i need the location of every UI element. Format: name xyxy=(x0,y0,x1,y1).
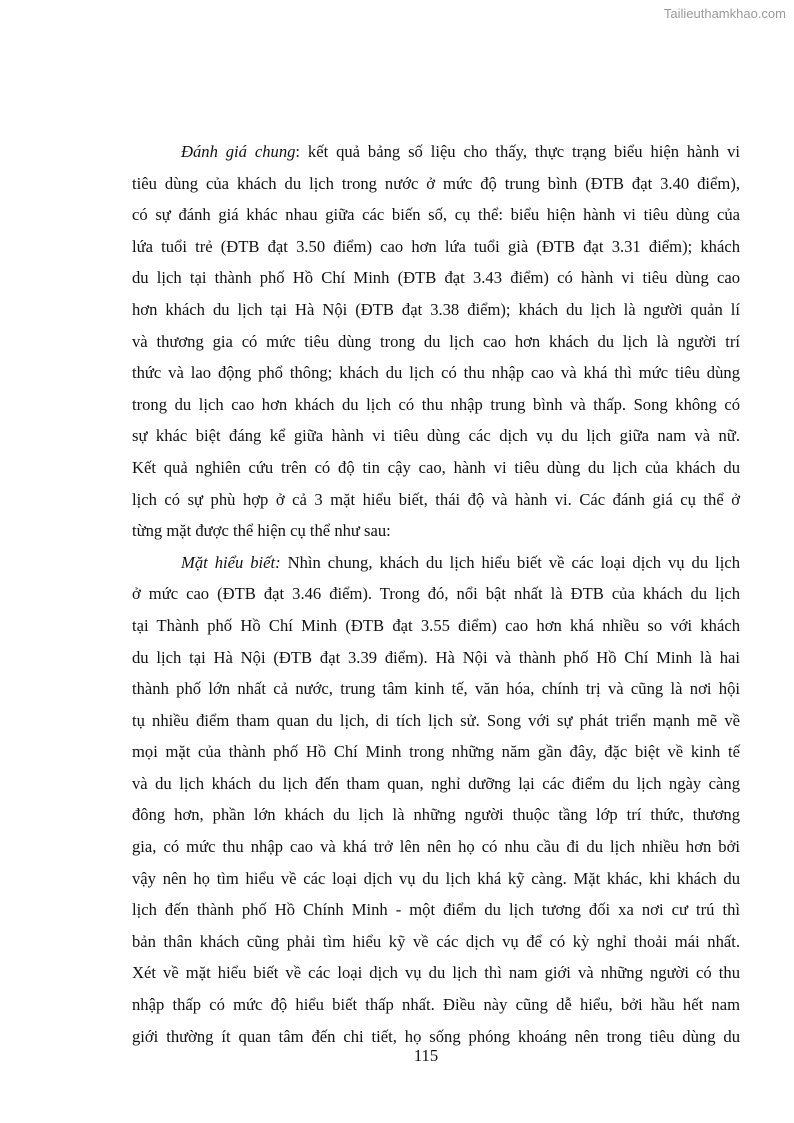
line-text: du lịch tại thành phố Hồ Chí Minh (ĐTB đạt 3.43 điểm) có hành vi tiêu dùng cao xyxy=(132,268,740,288)
line-text: tại Thành phố Hồ Chí Minh (ĐTB đạt 3.55 điểm) cao hơn khá nhiều so với khách xyxy=(132,615,740,635)
paragraph xyxy=(132,136,740,547)
line-text: thành phố lớn nhất cả nước, trung tâm kinh tế, văn hóa, chính trị và cũng là nơi hội xyxy=(132,679,740,699)
text-line xyxy=(132,768,740,800)
text-line xyxy=(132,231,740,263)
text-line xyxy=(132,642,740,674)
line-text: lịch đến thành phố Hồ Chính Minh - một điểm du lịch tương đối xa nơi cư trú thì xyxy=(132,900,740,920)
line-text: trong du lịch cao hơn khách du lịch có thu nhập trung bình và thấp. Song không có xyxy=(132,394,740,414)
line-text: gia, có mức thu nhập cao và khá trở lên nên họ có nhu cầu đi du lịch nhiều hơn bởi xyxy=(132,837,740,857)
line-text: nhập thấp có mức độ hiểu biết thấp nhất. Điều này cũng dễ hiểu, bởi hầu hết nam xyxy=(132,995,740,1015)
text-line xyxy=(132,863,740,895)
italic-lead: Đánh giá chung xyxy=(181,142,296,161)
text-line xyxy=(132,926,740,958)
text-line xyxy=(132,262,740,294)
line-text: Nhìn chung, khách du lịch hiểu biết về các loại dịch vụ du lịch xyxy=(280,552,740,572)
text-line xyxy=(132,831,740,863)
text-line xyxy=(132,989,740,1021)
line-text: Kết quả nghiên cứu trên có độ tin cậy cao, hành vi tiêu dùng du lịch của khách du xyxy=(132,457,740,477)
text-line xyxy=(132,673,740,705)
line-text: hơn khách du lịch tại Hà Nội (ĐTB đạt 3.38 điểm); khách du lịch là người quản lí xyxy=(132,299,740,319)
text-line xyxy=(132,199,740,231)
text-line xyxy=(132,578,740,610)
line-text: từng mặt được thể hiện cụ thể như sau: xyxy=(132,521,391,541)
body-text xyxy=(132,136,740,1052)
text-line xyxy=(132,389,740,421)
text-line xyxy=(132,610,740,642)
line-text: tụ nhiều điểm tham quan du lịch, di tích lịch sử. Song với sự phát triển mạnh mẽ về xyxy=(132,710,740,730)
text-line xyxy=(132,957,740,989)
text-line xyxy=(132,357,740,389)
text-line xyxy=(132,484,740,516)
text-line xyxy=(132,515,740,547)
text-line xyxy=(132,547,740,579)
line-text: và du lịch khách du lịch đến tham quan, nghỉ dưỡng lại các điểm du lịch ngày càng xyxy=(132,773,740,793)
line-text: và thương gia có mức tiêu dùng trong du lịch cao hơn khách du lịch là người trí xyxy=(132,331,740,351)
text-line xyxy=(132,168,740,200)
text-line xyxy=(132,452,740,484)
line-text: sự khác biệt đáng kể giữa hành vi tiêu dùng các dịch vụ du lịch giữa nam và nữ. xyxy=(132,426,740,446)
line-text: thức và lao động phổ thông; khách du lịch có thu nhập cao và khá thì mức tiêu dùng xyxy=(132,363,740,383)
text-line xyxy=(132,326,740,358)
line-text: lứa tuổi trẻ (ĐTB đạt 3.50 điểm) cao hơn lứa tuổi già (ĐTB đạt 3.31 điểm); khách xyxy=(132,236,740,256)
line-text: lịch có sự phù hợp ở cả 3 mặt hiểu biết, thái độ và hành vi. Các đánh giá cụ thể ở xyxy=(132,489,740,509)
text-line xyxy=(132,799,740,831)
line-text: du lịch tại Hà Nội (ĐTB đạt 3.39 điểm). Hà Nội và thành phố Hồ Chí Minh là hai xyxy=(132,647,740,667)
watermark: Tailieuthamkhao.com xyxy=(663,6,786,21)
text-line xyxy=(132,294,740,326)
line-text: mọi mặt của thành phố Hồ Chí Minh trong những năm gần đây, đặc biệt về kinh tế xyxy=(132,742,740,762)
text-line xyxy=(132,894,740,926)
text-line xyxy=(132,136,740,168)
line-text: tiêu dùng của khách du lịch trong nước ở mức độ trung bình (ĐTB đạt 3.40 điểm), xyxy=(132,173,740,193)
line-text: bản thân khách cũng phải tìm hiểu kỹ về các dịch vụ để có kỳ nghỉ thoải mái nhất. xyxy=(132,931,740,951)
line-text: ở mức cao (ĐTB đạt 3.46 điểm). Trong đó, nổi bật nhất là ĐTB của khách du lịch xyxy=(132,584,740,604)
line-text: giới thường ít quan tâm đến chi tiết, họ sống phóng khoáng nên trong tiêu dùng du xyxy=(132,1026,740,1046)
paragraph xyxy=(132,547,740,1053)
line-text: Xét về mặt hiểu biết về các loại dịch vụ du lịch thì nam giới và những người có thu xyxy=(132,963,740,983)
text-line xyxy=(132,736,740,768)
italic-lead: Mặt hiểu biết: xyxy=(181,552,281,572)
text-line xyxy=(132,420,740,452)
line-text: vậy nên họ tìm hiểu về các loại dịch vụ du lịch khá kỹ càng. Mặt khác, khi khách du xyxy=(132,868,740,888)
page-number: 115 xyxy=(413,1046,439,1065)
line-text: có sự đánh giá khác nhau giữa các biến số, cụ thể: biểu hiện hành vi tiêu dùng của xyxy=(132,205,740,225)
line-text: : kết quả bảng số liệu cho thấy, thực trạng biểu hiện hành vi xyxy=(295,142,740,161)
text-line xyxy=(132,705,740,737)
line-text: đông hơn, phần lớn khách du lịch là những người thuộc tầng lớp trí thức, thương xyxy=(132,805,740,825)
